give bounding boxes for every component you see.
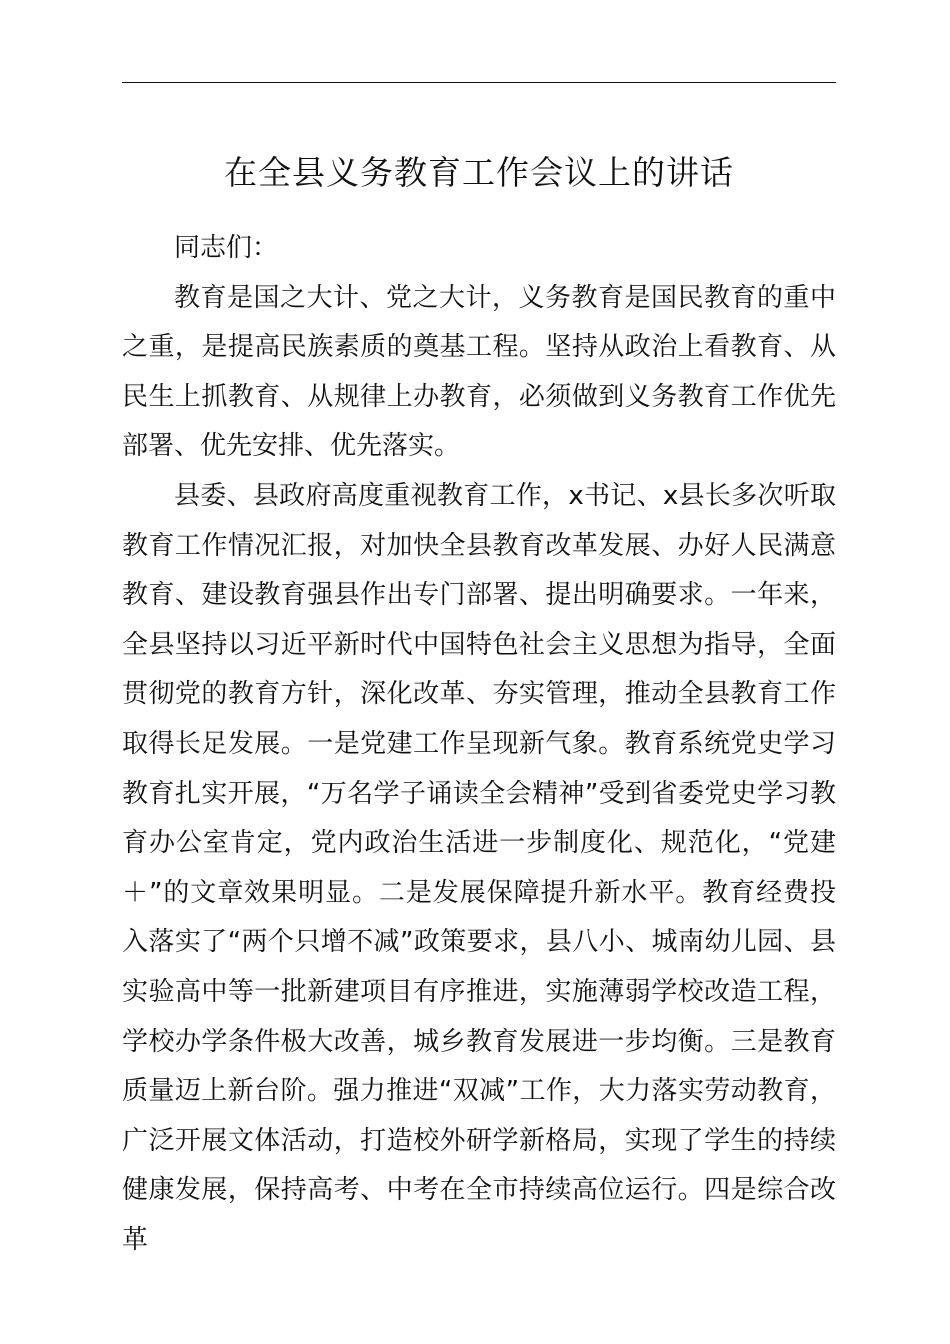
paragraph-1: 教育是国之大计、党之大计，义务教育是国民教育的重中之重，是提高民族素质的奠基工程。坚持从政治上看教育、从民生上抓教育、从规律上办教育，必须做到义务教育工作优先部署、优先安排、优先落实。 [122, 282, 836, 462]
header-rule [122, 82, 836, 83]
document-title: 在全县义务教育工作会议上的讲话 [224, 153, 734, 192]
salutation: 同志们： [174, 233, 279, 263]
paragraph-2: 县委、县政府高度重视教育工作，x书记、x县长多次听取教育工作情况汇报，对加快全县教育改革发展、办好人民满意教育、建设教育强县作出专门部署、提出明确要求。一年来，全县坚持以习近平新时代中国特色社会主义思想为指导，全面贯彻党的教育方针，深化改革、夯实管理，推动全县教育工作取得长足发展。一是党建工作呈现新气象。教育系统党史学习教育扎实开展，“万名学子诵读全会精神”受到省委党史学习教育办公室肯定，党内政治生活进一步制度化、规范化，“党建＋”的文章效果明显。二是发展保障提升新水平。教育经费投入落实了“两个只增不减”政策要求，县八小、城南幼儿园、县实验高中等一批新建项目有序推进，实施薄弱学校改造工程，学校办学条件极大改善，城乡教育发展进一步均衡。三是教育质量迈上新台阶。强力推进“双减”工作，大力落实劳动教育，广泛开展文体活动，打造校外研学新格局，实现了学生的持续健康发展，保持高考、中考在全市持续高位运行。四是综合改革 [122, 480, 836, 1255]
document-body [122, 224, 836, 1265]
